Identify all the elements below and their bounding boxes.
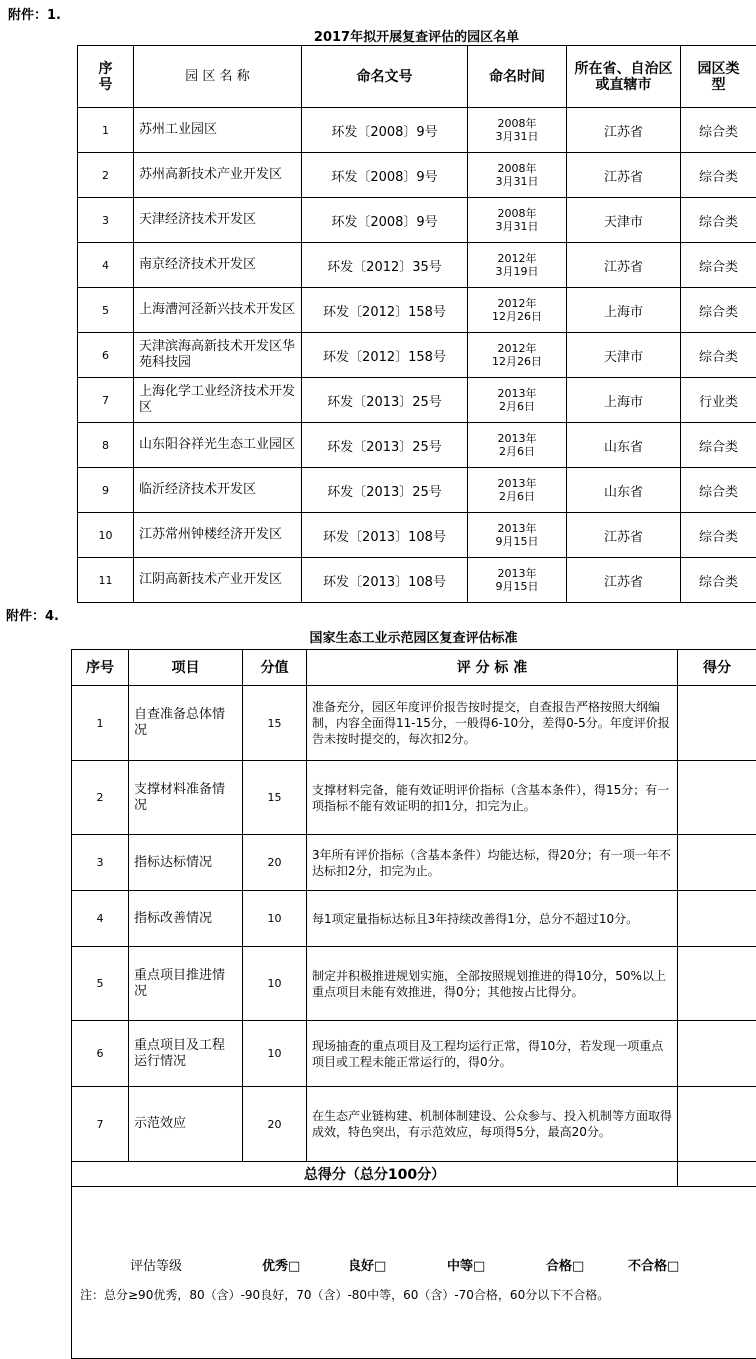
date-day: 2月6日 [499, 400, 535, 413]
header-item: 项目 [129, 650, 243, 686]
row-doc-number: 环发〔2012〕158号 [302, 288, 468, 333]
row-criteria: 现场抽查的重点项目及工程均运行正常，得10分，若发现一项重点项目或工程未能正常运行的，得0分。 [307, 1021, 678, 1087]
row-result [678, 1087, 756, 1162]
header-park-type: 园区类型 [681, 46, 756, 108]
row-seq: 10 [78, 513, 134, 558]
date-day: 2月6日 [499, 445, 535, 458]
table-row [78, 288, 756, 333]
row-seq: 4 [78, 243, 134, 288]
grade-pass-checkbox[interactable]: 合格□ [546, 1255, 584, 1274]
date-day: 3月31日 [496, 130, 539, 143]
row-park-name: 苏州高新技术产业开发区 [134, 153, 302, 198]
table-row [72, 1087, 756, 1162]
row-park-type: 综合类 [681, 288, 756, 333]
row-criteria: 3年所有评价指标（含基本条件）均能达标，得20分；有一项一年不达标扣2分，扣完为止。 [307, 835, 678, 891]
row-park-name: 山东阳谷祥光生态工业园区 [134, 423, 302, 468]
row-score: 15 [243, 761, 307, 835]
date-year: 2013年 [498, 432, 537, 445]
row-score: 10 [243, 947, 307, 1021]
table-row [72, 835, 756, 891]
row-park-name: 南京经济技术开发区 [134, 243, 302, 288]
row-seq: 3 [72, 835, 129, 891]
row-doc-number: 环发〔2008〕9号 [302, 108, 468, 153]
row-province: 山东省 [567, 423, 681, 468]
table-row [72, 686, 756, 761]
row-seq: 11 [78, 558, 134, 603]
date-day: 9月15日 [496, 535, 539, 548]
table2-title: 国家生态工业示范园区复查评估标准 [71, 627, 756, 646]
row-seq: 6 [78, 333, 134, 378]
grading-note: 注：总分≥90优秀，80（含）-90良好，70（含）-80中等，60（含）-70合格，60分以下不合格。 [80, 1286, 609, 1303]
row-seq: 9 [78, 468, 134, 513]
row-date [468, 468, 567, 513]
row-province: 江苏省 [567, 243, 681, 288]
row-item: 指标改善情况 [129, 891, 243, 947]
row-criteria: 支撑材料完备，能有效证明评价指标（含基本条件），得15分；有一项指标不能有效证明的扣1分，扣完为止。 [307, 761, 678, 835]
row-doc-number: 环发〔2008〕9号 [302, 198, 468, 243]
grading-section [72, 1187, 756, 1358]
row-date [468, 108, 567, 153]
date-year: 2012年 [498, 252, 537, 265]
row-score: 20 [243, 1087, 307, 1162]
row-doc-number: 环发〔2012〕35号 [302, 243, 468, 288]
grading-row [72, 1187, 756, 1359]
row-park-type: 综合类 [681, 513, 756, 558]
date-year: 2013年 [498, 567, 537, 580]
grading-label: 评估等级 [130, 1255, 182, 1274]
date-year: 2012年 [498, 342, 537, 355]
row-province: 天津市 [567, 198, 681, 243]
row-park-type: 综合类 [681, 558, 756, 603]
row-item: 指标达标情况 [129, 835, 243, 891]
row-doc-number: 环发〔2012〕158号 [302, 333, 468, 378]
table-row [78, 243, 756, 288]
row-park-name: 上海漕河泾新兴技术开发区 [134, 288, 302, 333]
date-year: 2013年 [498, 522, 537, 535]
grade-good-checkbox[interactable]: 良好□ [348, 1255, 386, 1274]
row-park-name: 苏州工业园区 [134, 108, 302, 153]
date-day: 12月26日 [492, 355, 542, 368]
header-province: 所在省、自治区或直辖市 [567, 46, 681, 108]
row-result [678, 891, 756, 947]
grade-excellent-checkbox[interactable]: 优秀□ [262, 1255, 300, 1274]
row-seq: 5 [72, 947, 129, 1021]
date-year: 2013年 [498, 387, 537, 400]
date-day: 3月31日 [496, 220, 539, 233]
row-date [468, 423, 567, 468]
row-province: 山东省 [567, 468, 681, 513]
table-row [78, 423, 756, 468]
row-province: 江苏省 [567, 153, 681, 198]
row-date [468, 333, 567, 378]
row-province: 上海市 [567, 378, 681, 423]
attachment-1-label: 附件：1. [8, 4, 61, 23]
row-doc-number: 环发〔2008〕9号 [302, 153, 468, 198]
row-park-type: 综合类 [681, 243, 756, 288]
row-result [678, 1021, 756, 1087]
row-seq: 5 [78, 288, 134, 333]
row-park-name: 江苏常州钟楼经济开发区 [134, 513, 302, 558]
total-row [72, 1162, 756, 1187]
header-score: 分值 [243, 650, 307, 686]
total-score-value [678, 1162, 756, 1187]
date-day: 3月31日 [496, 175, 539, 188]
date-year: 2008年 [498, 117, 537, 130]
header-naming-time: 命名时间 [468, 46, 567, 108]
row-item: 自查准备总体情况 [129, 686, 243, 761]
row-doc-number: 环发〔2013〕25号 [302, 468, 468, 513]
row-seq: 7 [72, 1087, 129, 1162]
row-date [468, 288, 567, 333]
grading-cell [72, 1187, 756, 1359]
date-year: 2008年 [498, 207, 537, 220]
row-park-type: 综合类 [681, 333, 756, 378]
row-province: 天津市 [567, 333, 681, 378]
row-doc-number: 环发〔2013〕25号 [302, 423, 468, 468]
row-park-name: 江阴高新技术产业开发区 [134, 558, 302, 603]
total-score-label: 总得分（总分100分） [72, 1162, 678, 1187]
table-row [78, 378, 756, 423]
row-seq: 1 [78, 108, 134, 153]
table-row [78, 558, 756, 603]
grade-fail-checkbox[interactable]: 不合格□ [628, 1255, 679, 1274]
table1-title: 2017年拟开展复查评估的园区名单 [77, 26, 756, 45]
row-park-type: 行业类 [681, 378, 756, 423]
date-year: 2012年 [498, 297, 537, 310]
attachment-4-label: 附件：4. [6, 605, 59, 624]
park-list-table [77, 45, 756, 603]
row-result [678, 947, 756, 1021]
row-doc-number: 环发〔2013〕25号 [302, 378, 468, 423]
row-date [468, 558, 567, 603]
header-criteria: 评 分 标 准 [307, 650, 678, 686]
grade-medium-checkbox[interactable]: 中等□ [447, 1255, 485, 1274]
date-year: 2008年 [498, 162, 537, 175]
table-row [72, 891, 756, 947]
row-park-name: 天津滨海高新技术开发区华苑科技园 [134, 333, 302, 378]
table-row [78, 108, 756, 153]
table-row [72, 1021, 756, 1087]
row-item: 支撑材料准备情况 [129, 761, 243, 835]
header-park-name: 园 区 名 称 [134, 46, 302, 108]
row-criteria: 制定并积极推进规划实施，全部按照规划推进的得10分，50%以上重点项目未能有效推进，得0分；其他按占比得分。 [307, 947, 678, 1021]
table-row [78, 468, 756, 513]
row-criteria: 准备充分，园区年度评价报告按时提交，自查报告严格按照大纲编制，内容全面得11-15分，一般得6-10分，差得0-5分。年度评价报告未按时提交的，每次扣2分。 [307, 686, 678, 761]
header-result: 得分 [678, 650, 756, 686]
row-date [468, 378, 567, 423]
table1-header-row [78, 46, 756, 108]
row-criteria: 在生态产业链构建、机制体制建设、公众参与、投入机制等方面取得成效，特色突出，有示范效应，每项得5分，最高20分。 [307, 1087, 678, 1162]
row-park-name: 临沂经济技术开发区 [134, 468, 302, 513]
row-seq: 8 [78, 423, 134, 468]
row-park-type: 综合类 [681, 108, 756, 153]
row-park-type: 综合类 [681, 468, 756, 513]
header-seq: 序号 [78, 46, 134, 108]
row-date [468, 243, 567, 288]
date-day: 12月26日 [492, 310, 542, 323]
row-item: 重点项目推进情况 [129, 947, 243, 1021]
row-doc-number: 环发〔2013〕108号 [302, 558, 468, 603]
table-row [78, 333, 756, 378]
row-province: 江苏省 [567, 108, 681, 153]
row-date [468, 513, 567, 558]
row-park-type: 综合类 [681, 423, 756, 468]
row-seq: 4 [72, 891, 129, 947]
row-province: 江苏省 [567, 558, 681, 603]
row-park-type: 综合类 [681, 153, 756, 198]
row-province: 江苏省 [567, 513, 681, 558]
table-row [72, 947, 756, 1021]
row-date [468, 198, 567, 243]
row-park-name: 天津经济技术开发区 [134, 198, 302, 243]
row-result [678, 761, 756, 835]
row-seq: 1 [72, 686, 129, 761]
table-row [78, 513, 756, 558]
date-day: 2月6日 [499, 490, 535, 503]
date-day: 3月19日 [496, 265, 539, 278]
evaluation-criteria-table [71, 649, 756, 1359]
date-year: 2013年 [498, 477, 537, 490]
table-row [72, 761, 756, 835]
header-doc-number: 命名文号 [302, 46, 468, 108]
row-seq: 7 [78, 378, 134, 423]
row-park-name: 上海化学工业经济技术开发区 [134, 378, 302, 423]
row-result [678, 686, 756, 761]
row-doc-number: 环发〔2013〕108号 [302, 513, 468, 558]
row-score: 20 [243, 835, 307, 891]
row-province: 上海市 [567, 288, 681, 333]
row-seq: 3 [78, 198, 134, 243]
row-date [468, 153, 567, 198]
row-score: 10 [243, 1021, 307, 1087]
row-score: 15 [243, 686, 307, 761]
row-result [678, 835, 756, 891]
table-row [78, 153, 756, 198]
row-seq: 2 [78, 153, 134, 198]
row-park-type: 综合类 [681, 198, 756, 243]
row-item: 重点项目及工程运行情况 [129, 1021, 243, 1087]
row-seq: 2 [72, 761, 129, 835]
row-item: 示范效应 [129, 1087, 243, 1162]
row-criteria: 每1项定量指标达标且3年持续改善得1分，总分不超过10分。 [307, 891, 678, 947]
date-day: 9月15日 [496, 580, 539, 593]
header-seq: 序号 [72, 650, 129, 686]
row-score: 10 [243, 891, 307, 947]
table2-header-row [72, 650, 756, 686]
table-row [78, 198, 756, 243]
row-seq: 6 [72, 1021, 129, 1087]
